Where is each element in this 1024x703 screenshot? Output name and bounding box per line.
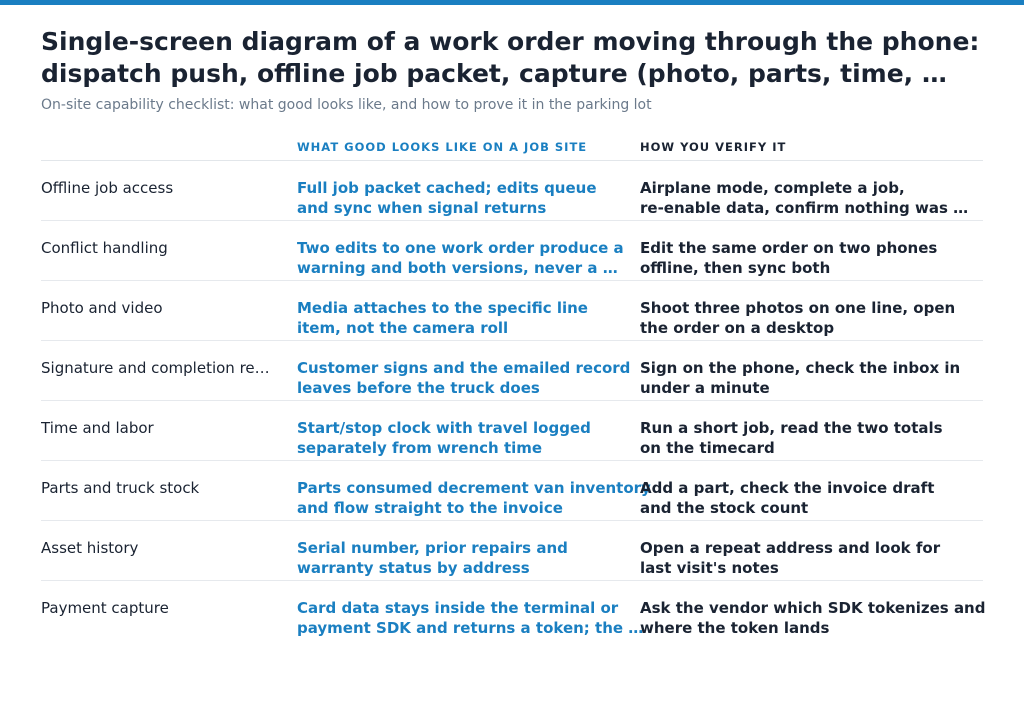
capability-name: [41, 238, 281, 258]
verification-step-cell: [640, 478, 1000, 518]
capability-label: Payment capture: [41, 599, 169, 617]
verification-step-cell: [640, 358, 1000, 398]
verification-step-line: Ask the vendor which SDK tokenizes and: [640, 599, 986, 617]
table-row: [41, 281, 983, 341]
capability-name: [41, 598, 281, 618]
capability-name: [41, 478, 281, 498]
verification-step-line: last visit's notes: [640, 559, 779, 577]
verification-step-line: Run a short job, read the two totals: [640, 419, 943, 437]
capability-table: [41, 137, 986, 640]
good-practice-cell: [297, 598, 642, 638]
good-practice-cell: [297, 478, 651, 518]
good-practice-line: Start/stop clock with travel logged: [297, 419, 591, 437]
good-practice-line: Two edits to one work order produce a: [297, 239, 624, 257]
title-line-2: dispatch push, offline job packet, capture (photo, parts, time, …: [41, 59, 947, 88]
verification-step-line: re-enable data, confirm nothing was …: [640, 199, 969, 217]
good-practice-line: Media attaches to the specific line: [297, 299, 588, 317]
verification-step-cell: [640, 418, 1000, 458]
verification-step-line: Open a repeat address and look for: [640, 539, 941, 557]
capability-name: [41, 418, 281, 438]
good-practice-line: payment SDK and returns a token; the …: [297, 619, 644, 637]
good-practice-cell: [297, 538, 642, 578]
good-practice-line: Customer signs and the emailed record: [297, 359, 631, 377]
verification-step-line: on the timecard: [640, 439, 775, 457]
good-practice-cell: [297, 238, 642, 278]
verification-step-cell: [640, 298, 1000, 338]
good-practice-line: Parts consumed decrement van inventory: [297, 479, 651, 497]
column-header-verify: HOW YOU VERIFY IT: [640, 140, 787, 154]
capability-name: [41, 298, 281, 318]
verification-step-cell: [640, 538, 1000, 578]
capability-label: Asset history: [41, 539, 139, 557]
good-practice-line: item, not the camera roll: [297, 319, 509, 337]
page-subtitle: On-site capability checklist: what good looks like, and how to prove it in the parking lot: [41, 97, 652, 113]
capability-name: [41, 178, 281, 198]
table-body: [41, 161, 986, 640]
good-practice-cell: [297, 358, 642, 398]
verification-step-line: Edit the same order on two phones: [640, 239, 938, 257]
verification-step-line: Shoot three photos on one line, open: [640, 299, 956, 317]
good-practice-cell: [297, 418, 642, 458]
table-row: [41, 581, 986, 640]
table-row: [41, 161, 983, 221]
verification-step-cell: [640, 238, 1000, 278]
capability-label: Photo and video: [41, 299, 163, 317]
good-practice-line: leaves before the truck does: [297, 379, 540, 397]
table-row: [41, 221, 983, 281]
table-row: [41, 341, 983, 401]
page-title: [41, 26, 1001, 90]
verification-step-line: Airplane mode, complete a job,: [640, 179, 905, 197]
good-practice-line: warning and both versions, never a …: [297, 259, 618, 277]
table-header: [41, 137, 983, 161]
capability-label: Offline job access: [41, 179, 174, 197]
top-accent-bar: [0, 0, 1024, 5]
verification-step-line: offline, then sync both: [640, 259, 831, 277]
verification-step-line: Sign on the phone, check the inbox in: [640, 359, 961, 377]
capability-label: Time and labor: [41, 419, 154, 437]
good-practice-line: Card data stays inside the terminal or: [297, 599, 619, 617]
column-header-good: WHAT GOOD LOOKS LIKE ON A JOB SITE: [297, 140, 588, 154]
capability-name: [41, 538, 281, 558]
verification-step-line: Add a part, check the invoice draft: [640, 479, 935, 497]
good-practice-line: Full job packet cached; edits queue: [297, 179, 597, 197]
good-practice-line: Serial number, prior repairs and: [297, 539, 568, 557]
good-practice-line: and flow straight to the invoice: [297, 499, 563, 517]
table-row: [41, 401, 983, 461]
verification-step-cell: [640, 178, 1000, 218]
capability-name: [41, 358, 281, 378]
good-practice-line: and sync when signal returns: [297, 199, 547, 217]
table-row: [41, 461, 983, 521]
good-practice-cell: [297, 298, 642, 338]
verification-step-line: where the token lands: [640, 619, 830, 637]
capability-label: Parts and truck stock: [41, 479, 200, 497]
title-line-1: Single-screen diagram of a work order moving through the phone:: [41, 27, 980, 56]
verification-step-line: under a minute: [640, 379, 770, 397]
capability-label: Conflict handling: [41, 239, 168, 257]
table-row: [41, 521, 983, 581]
good-practice-line: warranty status by address: [297, 559, 530, 577]
good-practice-cell: [297, 178, 642, 218]
capability-label: Signature and completion re…: [41, 359, 270, 377]
verification-step-line: and the stock count: [640, 499, 809, 517]
verification-step-cell: [640, 598, 1000, 638]
good-practice-line: separately from wrench time: [297, 439, 543, 457]
verification-step-line: the order on a desktop: [640, 319, 835, 337]
